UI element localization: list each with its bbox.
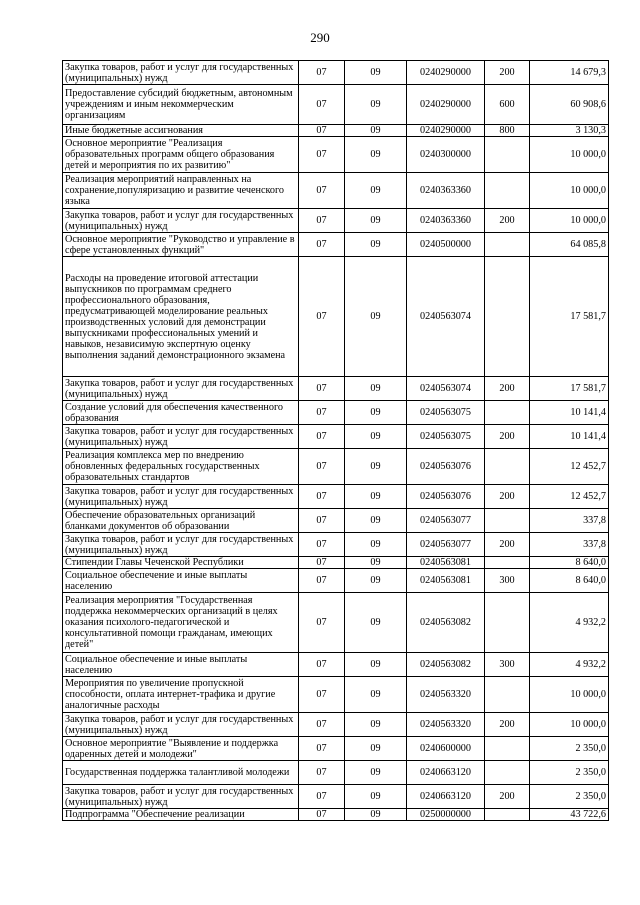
cell-target-article: 0240500000 <box>407 233 485 257</box>
cell-expense-type: 200 <box>485 785 530 809</box>
cell-subsection: 09 <box>345 737 407 761</box>
cell-name: Закупка товаров, работ и услуг для государственных (муниципальных) нужд <box>63 377 299 401</box>
cell-amount: 12 452,7 <box>530 485 609 509</box>
cell-expense-type: 300 <box>485 653 530 677</box>
cell-target-article: 0240563082 <box>407 653 485 677</box>
cell-amount: 2 350,0 <box>530 785 609 809</box>
cell-target-article: 0240563074 <box>407 377 485 401</box>
cell-subsection: 09 <box>345 125 407 137</box>
cell-amount: 10 141,4 <box>530 401 609 425</box>
cell-section: 07 <box>299 61 345 85</box>
cell-section: 07 <box>299 377 345 401</box>
cell-amount: 3 130,3 <box>530 125 609 137</box>
cell-section: 07 <box>299 557 345 569</box>
cell-subsection: 09 <box>345 233 407 257</box>
cell-subsection: 09 <box>345 61 407 85</box>
cell-section: 07 <box>299 809 345 821</box>
cell-section: 07 <box>299 569 345 593</box>
cell-name: Основное мероприятие "Выявление и поддержка одаренных детей и молодежи" <box>63 737 299 761</box>
cell-target-article: 0240563320 <box>407 677 485 713</box>
table-row <box>63 509 609 533</box>
cell-target-article: 0240563076 <box>407 485 485 509</box>
cell-target-article: 0240663120 <box>407 761 485 785</box>
cell-subsection: 09 <box>345 785 407 809</box>
cell-name: Социальное обеспечение и иные выплаты населению <box>63 569 299 593</box>
table-row <box>63 257 609 377</box>
cell-section: 07 <box>299 233 345 257</box>
cell-expense-type <box>485 809 530 821</box>
cell-section: 07 <box>299 761 345 785</box>
cell-expense-type <box>485 233 530 257</box>
cell-section: 07 <box>299 425 345 449</box>
cell-name: Закупка товаров, работ и услуг для государственных (муниципальных) нужд <box>63 209 299 233</box>
cell-name: Реализация мероприятия "Государственная поддержка некоммерческих организаций в целях оказания психолого-педагогической и консультативной помощи гражданам, имеющих детей" <box>63 593 299 653</box>
cell-subsection: 09 <box>345 173 407 209</box>
cell-section: 07 <box>299 785 345 809</box>
cell-subsection: 09 <box>345 809 407 821</box>
cell-subsection: 09 <box>345 377 407 401</box>
table-row <box>63 85 609 125</box>
cell-expense-type <box>485 449 530 485</box>
cell-name: Закупка товаров, работ и услуг для государственных (муниципальных) нужд <box>63 533 299 557</box>
cell-section: 07 <box>299 125 345 137</box>
cell-expense-type: 300 <box>485 569 530 593</box>
table-row <box>63 737 609 761</box>
cell-target-article: 0240563074 <box>407 257 485 377</box>
cell-amount: 10 000,0 <box>530 173 609 209</box>
cell-section: 07 <box>299 653 345 677</box>
cell-amount: 337,8 <box>530 533 609 557</box>
table-row <box>63 401 609 425</box>
cell-name: Основное мероприятие "Реализация образовательных программ общего образования детей и мероприятия по их развитию" <box>63 137 299 173</box>
cell-target-article: 0240563320 <box>407 713 485 737</box>
cell-amount: 17 581,7 <box>530 377 609 401</box>
cell-section: 07 <box>299 737 345 761</box>
cell-expense-type <box>485 593 530 653</box>
cell-name: Социальное обеспечение и иные выплаты населению <box>63 653 299 677</box>
table-row <box>63 61 609 85</box>
cell-name: Создание условий для обеспечения качественного образования <box>63 401 299 425</box>
table-row <box>63 173 609 209</box>
cell-section: 07 <box>299 713 345 737</box>
cell-name: Подпрограмма "Обеспечение реализации <box>63 809 299 821</box>
cell-expense-type: 800 <box>485 125 530 137</box>
cell-subsection: 09 <box>345 137 407 173</box>
table-row <box>63 233 609 257</box>
cell-section: 07 <box>299 137 345 173</box>
cell-name: Иные бюджетные ассигнования <box>63 125 299 137</box>
cell-amount: 8 640,0 <box>530 569 609 593</box>
table-row <box>63 137 609 173</box>
table-row <box>63 569 609 593</box>
table-row <box>63 377 609 401</box>
cell-target-article: 0250000000 <box>407 809 485 821</box>
cell-expense-type <box>485 401 530 425</box>
cell-name: Закупка товаров, работ и услуг для государственных (муниципальных) нужд <box>63 785 299 809</box>
table-row <box>63 425 609 449</box>
cell-amount: 10 000,0 <box>530 713 609 737</box>
cell-section: 07 <box>299 173 345 209</box>
cell-subsection: 09 <box>345 593 407 653</box>
table-row <box>63 533 609 557</box>
cell-name: Стипендии Главы Чеченской Республики <box>63 557 299 569</box>
cell-expense-type <box>485 137 530 173</box>
cell-subsection: 09 <box>345 425 407 449</box>
cell-amount: 17 581,7 <box>530 257 609 377</box>
cell-expense-type: 600 <box>485 85 530 125</box>
cell-expense-type: 200 <box>485 485 530 509</box>
cell-expense-type: 200 <box>485 713 530 737</box>
cell-expense-type: 200 <box>485 377 530 401</box>
table-row <box>63 593 609 653</box>
cell-expense-type: 200 <box>485 425 530 449</box>
cell-expense-type <box>485 257 530 377</box>
cell-subsection: 09 <box>345 569 407 593</box>
cell-section: 07 <box>299 85 345 125</box>
cell-section: 07 <box>299 209 345 233</box>
cell-target-article: 0240300000 <box>407 137 485 173</box>
table-row <box>63 785 609 809</box>
cell-amount: 4 932,2 <box>530 593 609 653</box>
cell-subsection: 09 <box>345 533 407 557</box>
cell-name: Расходы на проведение итоговой аттестации выпускников по программам среднего профессионального образования, предусматривающей моделирование реальных производственных условий для демонстрации выпускниками профессиональных умений и навыков, независимую экспертную оценку выполнения заданий демонстрационного экзамена <box>63 257 299 377</box>
cell-section: 07 <box>299 677 345 713</box>
cell-amount: 10 000,0 <box>530 137 609 173</box>
cell-subsection: 09 <box>345 653 407 677</box>
cell-target-article: 0240290000 <box>407 61 485 85</box>
cell-name: Основное мероприятие "Руководство и управление в сфере установленных функций" <box>63 233 299 257</box>
cell-subsection: 09 <box>345 401 407 425</box>
cell-subsection: 09 <box>345 713 407 737</box>
table-row <box>63 761 609 785</box>
cell-subsection: 09 <box>345 485 407 509</box>
cell-amount: 10 000,0 <box>530 677 609 713</box>
cell-section: 07 <box>299 257 345 377</box>
cell-target-article: 0240563077 <box>407 509 485 533</box>
cell-amount: 8 640,0 <box>530 557 609 569</box>
cell-section: 07 <box>299 593 345 653</box>
cell-name: Обеспечение образовательных организаций бланками документов об образовании <box>63 509 299 533</box>
cell-subsection: 09 <box>345 677 407 713</box>
cell-amount: 4 932,2 <box>530 653 609 677</box>
cell-section: 07 <box>299 533 345 557</box>
cell-target-article: 0240363360 <box>407 209 485 233</box>
cell-name: Закупка товаров, работ и услуг для государственных (муниципальных) нужд <box>63 61 299 85</box>
cell-amount: 14 679,3 <box>530 61 609 85</box>
cell-target-article: 0240563075 <box>407 401 485 425</box>
cell-subsection: 09 <box>345 209 407 233</box>
cell-amount: 64 085,8 <box>530 233 609 257</box>
cell-name: Государственная поддержка талантливой молодежи <box>63 761 299 785</box>
cell-target-article: 0240563075 <box>407 425 485 449</box>
cell-name: Закупка товаров, работ и услуг для государственных (муниципальных) нужд <box>63 425 299 449</box>
cell-target-article: 0240563082 <box>407 593 485 653</box>
cell-name: Реализация мероприятий направленных на сохранение,популяризацию и развитие чеченского языка <box>63 173 299 209</box>
page-number: 290 <box>310 30 330 45</box>
cell-amount: 2 350,0 <box>530 761 609 785</box>
cell-target-article: 0240663120 <box>407 785 485 809</box>
cell-subsection: 09 <box>345 257 407 377</box>
cell-expense-type <box>485 173 530 209</box>
cell-amount: 337,8 <box>530 509 609 533</box>
cell-subsection: 09 <box>345 509 407 533</box>
cell-amount: 12 452,7 <box>530 449 609 485</box>
cell-amount: 60 908,6 <box>530 85 609 125</box>
table-row <box>63 677 609 713</box>
cell-target-article: 0240600000 <box>407 737 485 761</box>
cell-name: Мероприятия по увеличение пропускной способности, оплата интернет-трафика и другие аналогичные расходы <box>63 677 299 713</box>
cell-expense-type <box>485 677 530 713</box>
cell-amount: 43 722,6 <box>530 809 609 821</box>
cell-subsection: 09 <box>345 761 407 785</box>
cell-expense-type <box>485 557 530 569</box>
table-row <box>63 557 609 569</box>
cell-target-article: 0240363360 <box>407 173 485 209</box>
cell-expense-type: 200 <box>485 61 530 85</box>
cell-subsection: 09 <box>345 449 407 485</box>
cell-subsection: 09 <box>345 557 407 569</box>
cell-section: 07 <box>299 509 345 533</box>
cell-amount: 10 000,0 <box>530 209 609 233</box>
budget-table-body <box>63 61 609 821</box>
cell-expense-type <box>485 737 530 761</box>
cell-amount: 2 350,0 <box>530 737 609 761</box>
cell-expense-type <box>485 509 530 533</box>
cell-name: Реализация комплекса мер по внедрению обновленных федеральных государственных образовательных стандартов <box>63 449 299 485</box>
cell-target-article: 0240290000 <box>407 125 485 137</box>
cell-section: 07 <box>299 449 345 485</box>
cell-target-article: 0240290000 <box>407 85 485 125</box>
table-row <box>63 449 609 485</box>
cell-expense-type: 200 <box>485 533 530 557</box>
cell-section: 07 <box>299 401 345 425</box>
cell-name: Закупка товаров, работ и услуг для государственных (муниципальных) нужд <box>63 713 299 737</box>
cell-target-article: 0240563081 <box>407 557 485 569</box>
table-row <box>63 485 609 509</box>
table-row <box>63 653 609 677</box>
table-row <box>63 809 609 821</box>
cell-amount: 10 141,4 <box>530 425 609 449</box>
cell-subsection: 09 <box>345 85 407 125</box>
table-row <box>63 713 609 737</box>
cell-target-article: 0240563076 <box>407 449 485 485</box>
table-row <box>63 209 609 233</box>
table-row <box>63 125 609 137</box>
cell-name: Предоставление субсидий бюджетным, автономным учреждениям и иным некоммерческим организациям <box>63 85 299 125</box>
budget-table <box>62 60 609 821</box>
cell-expense-type: 200 <box>485 209 530 233</box>
cell-section: 07 <box>299 485 345 509</box>
cell-target-article: 0240563077 <box>407 533 485 557</box>
cell-name: Закупка товаров, работ и услуг для государственных (муниципальных) нужд <box>63 485 299 509</box>
cell-expense-type <box>485 761 530 785</box>
cell-target-article: 0240563081 <box>407 569 485 593</box>
